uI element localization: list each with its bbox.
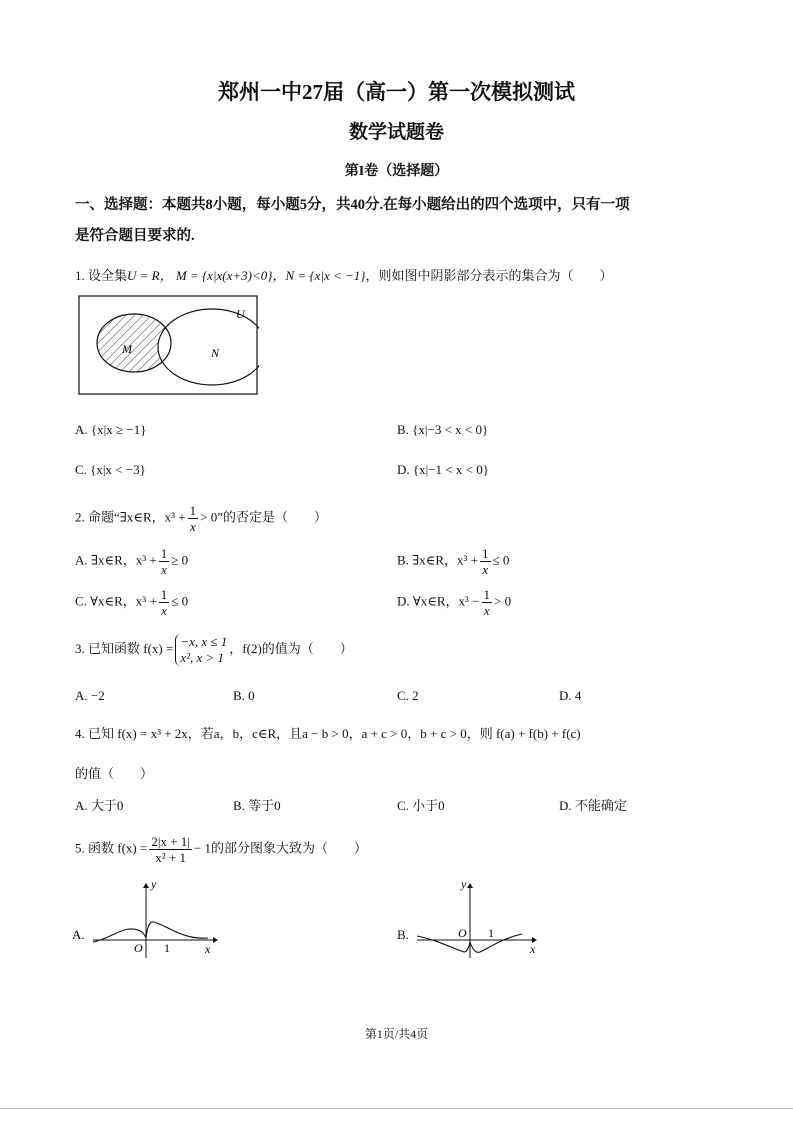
q2-a-post: ≥ 0	[171, 552, 189, 568]
q2-b-fraction	[480, 546, 491, 577]
y-axis-arrow	[467, 883, 473, 888]
q1-option-b: B. {x|−3 < x < 0}	[397, 422, 489, 437]
q2-d-pre: D. ∀x∈R，x³ −	[397, 593, 480, 609]
question-1	[75, 266, 612, 286]
q3-case-1: −x, x ≤ 1	[180, 634, 228, 649]
graph-a-curve	[93, 922, 208, 942]
page-footer: 第1页/共4页	[364, 1027, 429, 1041]
q2-c-num: 1	[160, 587, 168, 602]
graph-b-x-label: x	[530, 942, 536, 956]
question-2	[75, 503, 327, 534]
graph-b-origin: O	[458, 926, 467, 940]
q2-a-num: 1	[160, 546, 168, 561]
q5-graph-a	[88, 880, 223, 960]
venn-diagram	[78, 295, 259, 396]
q2-b-num: 1	[482, 546, 489, 561]
graph-a-origin: O	[134, 941, 143, 955]
question-5	[75, 834, 367, 865]
q5-graph-b	[412, 880, 547, 960]
q1-option-c: C. {x|x < −3}	[75, 462, 146, 477]
venn-label-n: N	[211, 346, 220, 360]
q5-frac-num: 2|x + 1|	[151, 834, 190, 849]
q2-frac-num: 1	[189, 503, 197, 518]
q2-a-fraction	[159, 546, 170, 577]
q2-d-den: x	[483, 603, 490, 618]
q4-option-a: A. 大于0	[75, 798, 124, 813]
exam-title: 郑州一中27届（高一）第一次模拟测试	[218, 80, 575, 104]
q2-b-pre: B. ∃x∈R，x³ +	[397, 552, 478, 568]
q5-fraction	[149, 834, 192, 865]
q2-b-post: ≤ 0	[492, 552, 510, 568]
question-4-line-1: 4. 已知 f(x) = x³ + 2x，若a，b，c∈R，且a − b > 0，a + c > 0，b + c > 0，则 f(a) + f(b) + f(c)	[75, 726, 581, 741]
q2-fraction	[188, 503, 199, 534]
q3-option-b: B. 0	[233, 688, 255, 703]
question-4-line-2: 的值（ ）	[75, 766, 154, 781]
page-bottom-divider	[0, 1108, 793, 1109]
part-heading: 第I卷（选择题）	[344, 164, 449, 179]
q1-set-m: M = {x|x(x+3)<0}，	[175, 268, 286, 283]
graph-b-tick-1: 1	[488, 926, 494, 940]
q2-c-fraction	[159, 587, 170, 618]
q5-graph-b-label: B.	[397, 927, 409, 942]
exam-subtitle: 数学试题卷	[348, 122, 444, 143]
q2-option-c	[75, 587, 188, 618]
q4-option-c: C. 小于0	[397, 798, 445, 813]
graph-a-tick-1: 1	[164, 941, 170, 955]
q3-prefix: 3. 已知函数 f(x) =	[75, 640, 174, 656]
venn-label-u: U	[236, 307, 245, 321]
section-instructions-2: 是符合题目要求的.	[75, 228, 195, 244]
q3-option-d: D. 4	[559, 688, 582, 703]
x-axis-arrow	[213, 937, 218, 943]
q2-d-post: > 0	[494, 593, 512, 609]
q2-c-den: x	[161, 603, 167, 618]
q2-a-den: x	[161, 562, 167, 577]
graph-a-y-label: y	[151, 880, 157, 891]
q2-prefix: 2. 命题“∃x∈R，x³ +	[75, 509, 186, 525]
graph-b-y-label: y	[461, 880, 467, 891]
q3-suffix: ，f(2)的值为（ ）	[229, 640, 353, 656]
q4-option-b: B. 等于0	[233, 798, 281, 813]
question-3	[75, 634, 353, 666]
section-instructions-1: 一、选择题：本题共8小题，每小题5分，共40分.在每小题给出的四个选项中，只有一项	[75, 197, 630, 213]
q5-graph-a-label: A.	[72, 927, 85, 942]
q2-option-a	[75, 546, 188, 577]
q2-c-pre: C. ∀x∈R，x³ +	[75, 593, 157, 609]
y-axis-arrow	[143, 883, 149, 888]
q2-c-post: ≤ 0	[171, 593, 189, 609]
q1-prefix: 1. 设全集	[75, 268, 128, 283]
q2-a-pre: A. ∃x∈R，x³ +	[75, 552, 157, 568]
q1-option-a: A. {x|x ≥ −1}	[75, 422, 147, 437]
q4-option-d: D. 不能确定	[559, 798, 627, 813]
q3-piecewise	[175, 634, 227, 666]
q2-suffix: > 0”的否定是（ ）	[200, 509, 327, 525]
q2-b-den: x	[482, 562, 489, 577]
q1-suffix: ，则如图中阴影部分表示的集合为（ ）	[365, 268, 613, 283]
q2-d-fraction	[482, 587, 493, 618]
graph-a-x-label: x	[205, 942, 211, 956]
q5-prefix: 5. 函数 f(x) =	[75, 840, 148, 856]
q5-frac-den: x² + 1	[155, 850, 186, 865]
q2-d-num: 1	[483, 587, 491, 602]
q1-universe: U = R，	[127, 268, 173, 283]
q2-frac-den: x	[189, 519, 196, 534]
q1-set-n: N = {x|x < −1}	[285, 268, 366, 283]
q2-option-b	[397, 546, 509, 577]
q3-case-2: x², x > 1	[180, 650, 225, 665]
venn-label-m: M	[122, 342, 132, 356]
q2-option-d	[397, 587, 511, 618]
q5-suffix: − 1的部分图象大致为（ ）	[193, 840, 367, 856]
q3-option-a: A. −2	[75, 688, 105, 703]
q3-option-c: C. 2	[397, 688, 419, 703]
q1-option-d: D. {x|−1 < x < 0}	[397, 462, 489, 477]
